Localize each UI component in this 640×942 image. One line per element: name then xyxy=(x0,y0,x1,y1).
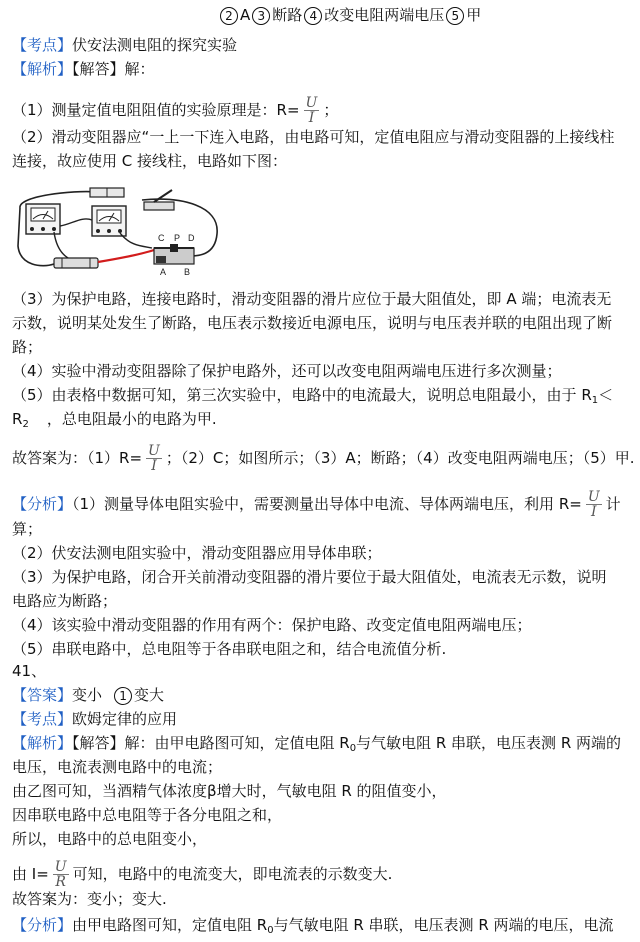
fenxi-1c: 算； xyxy=(12,520,43,538)
rheostat-icon xyxy=(154,244,194,264)
circuit-diagram xyxy=(12,186,222,278)
answer-41: 故答案为：变小；变大. xyxy=(12,890,167,908)
ammeter-icon xyxy=(92,206,126,236)
red-wire xyxy=(98,250,154,262)
circled-number: 3 xyxy=(252,7,270,25)
fraction-u-over-i: $\frac{U}{I}$ xyxy=(587,489,600,520)
para-5b: $R_2$ ，总电阻最小的电路为甲. xyxy=(12,410,217,430)
fraction-u-over-i: $\frac{U}{I}$ xyxy=(305,95,318,126)
jiexi-tag: 【解析】 xyxy=(12,734,73,752)
fenxi-tag: 【分析】 xyxy=(12,495,73,513)
para-3b: 示数，说明某处发生了断路，电压表示数接近电源电压，说明与电压表并联的电阻出现了断 xyxy=(12,314,613,332)
circled-number: 5 xyxy=(446,7,464,25)
label-p: P xyxy=(174,233,181,243)
para-3c: 路； xyxy=(12,338,43,356)
fenxi-5: （5）串联电路中，总电阻等于各串联电阻之和，结合电流值分析. xyxy=(12,640,447,658)
fenxi-2: （2）伏安法测电阻实验中，滑动变阻器应用导体串联； xyxy=(12,544,382,562)
para-1: （1）测量定值电阻阻值的实验原理是：R= $\frac{U}{I}$ ； xyxy=(12,95,339,126)
fraction-u-over-r: $\frac{U}{R}$ xyxy=(54,859,67,890)
fenxi-3a: （3）为保护电路，闭合开关前滑动变阻器的滑片要位于最大阻值处，电流表无示数，说明 xyxy=(12,568,607,586)
para-3a: （3）为保护电路，连接电路时，滑动变阻器的滑片应位于最大阻值处，即 A 端；电流表无 xyxy=(12,290,612,308)
label-b: B xyxy=(184,267,191,277)
answer-line: 故答案为：（1）R= $\frac{U}{I}$ ；（2）C；如图所示；（3）A；断路；（4）改变电阻两端电压；（5）甲. xyxy=(12,443,635,474)
kaodian-tag: 【考点】 xyxy=(12,710,73,728)
jiexi-41-3: 由乙图可知，当酒精气体浓度β增大时，气敏电阻 R 的阻值变小， xyxy=(12,782,447,800)
jiexi-41-2: 电压，电流表测电路中的电流； xyxy=(12,758,223,776)
jiexi-line: 【解析】【解答】解： xyxy=(12,60,155,78)
fraction-u-over-i: $\frac{U}{I}$ xyxy=(148,443,160,474)
fenxi-41: 【分析】由甲电路图可知，定值电阻 $R_0$与气敏电阻 R 串联，电压表测 R 两端的电压，电流 xyxy=(12,916,614,936)
fenxi-1: 【分析】（1）测量导体电阻实验中，需要测量出导体中电流、导体两端电压，利用 R= $\frac{U}{I}$ 计 xyxy=(12,489,621,520)
circled-number: 2 xyxy=(220,7,238,25)
label-d: D xyxy=(188,233,195,243)
kaodian-tag: 【考点】 xyxy=(12,36,73,54)
daan-tag: 【答案】 xyxy=(12,686,73,704)
voltmeter-icon xyxy=(26,204,60,234)
para-2a: （2）滑动变阻器应“一上一下连入电路，由电路可知，定值电阻应与滑动变阻器的上接线柱 xyxy=(12,128,615,146)
fenxi-4: （4）该实验中滑动变阻器的作用有两个：保护电路、改变定值电阻两端电压； xyxy=(12,616,532,634)
daan-line: 【答案】变小 1 变大 xyxy=(12,686,165,704)
circled-number: 1 xyxy=(114,687,132,705)
jiexi-41-4: 因串联电路中总电阻等于各分电阻之和， xyxy=(12,806,283,824)
circled-number: 4 xyxy=(304,7,322,25)
para-4: （4）实验中滑动变阻器除了保护电路外，还可以改变电阻两端电压进行多次测量； xyxy=(12,362,562,380)
jiexi-41-6: 由 I= $\frac{U}{R}$ 可知，电路中的电流变大，即电流表的示数变大. xyxy=(12,859,393,890)
kaodian-line: 【考点】伏安法测电阻的探究实验 xyxy=(12,36,238,54)
resistor-icon xyxy=(54,258,98,268)
label-c: C xyxy=(158,233,165,243)
jiexi-41-5: 所以，电路中的总电阻变小， xyxy=(12,830,208,848)
label-a: A xyxy=(160,267,167,277)
top-answer-line: 2 A 3 断路 4 改变电阻两端电压 5 甲 xyxy=(218,4,481,26)
fenxi-tag: 【分析】 xyxy=(12,916,73,934)
question-number: 41、 xyxy=(12,662,47,680)
jiexi-41-1: 【解析】【解答】解：由甲电路图可知，定值电阻 $R_0$与气敏电阻 R 串联，电压表测 R 两端的 xyxy=(12,734,622,754)
para-5a: （5）由表格中数据可知，第三次实验中，电路中的电流最大，说明总电阻最小，由于 $R_1<$ xyxy=(12,386,614,406)
kaodian-41: 【考点】欧姆定律的应用 xyxy=(12,710,178,728)
jiexi-tag: 【解析】 xyxy=(12,60,73,78)
para-2b: 连接，故应使用 C 接线柱，电路如下图： xyxy=(12,152,288,170)
battery-icon xyxy=(90,188,124,197)
fenxi-3b: 电路应为断路； xyxy=(12,592,118,610)
